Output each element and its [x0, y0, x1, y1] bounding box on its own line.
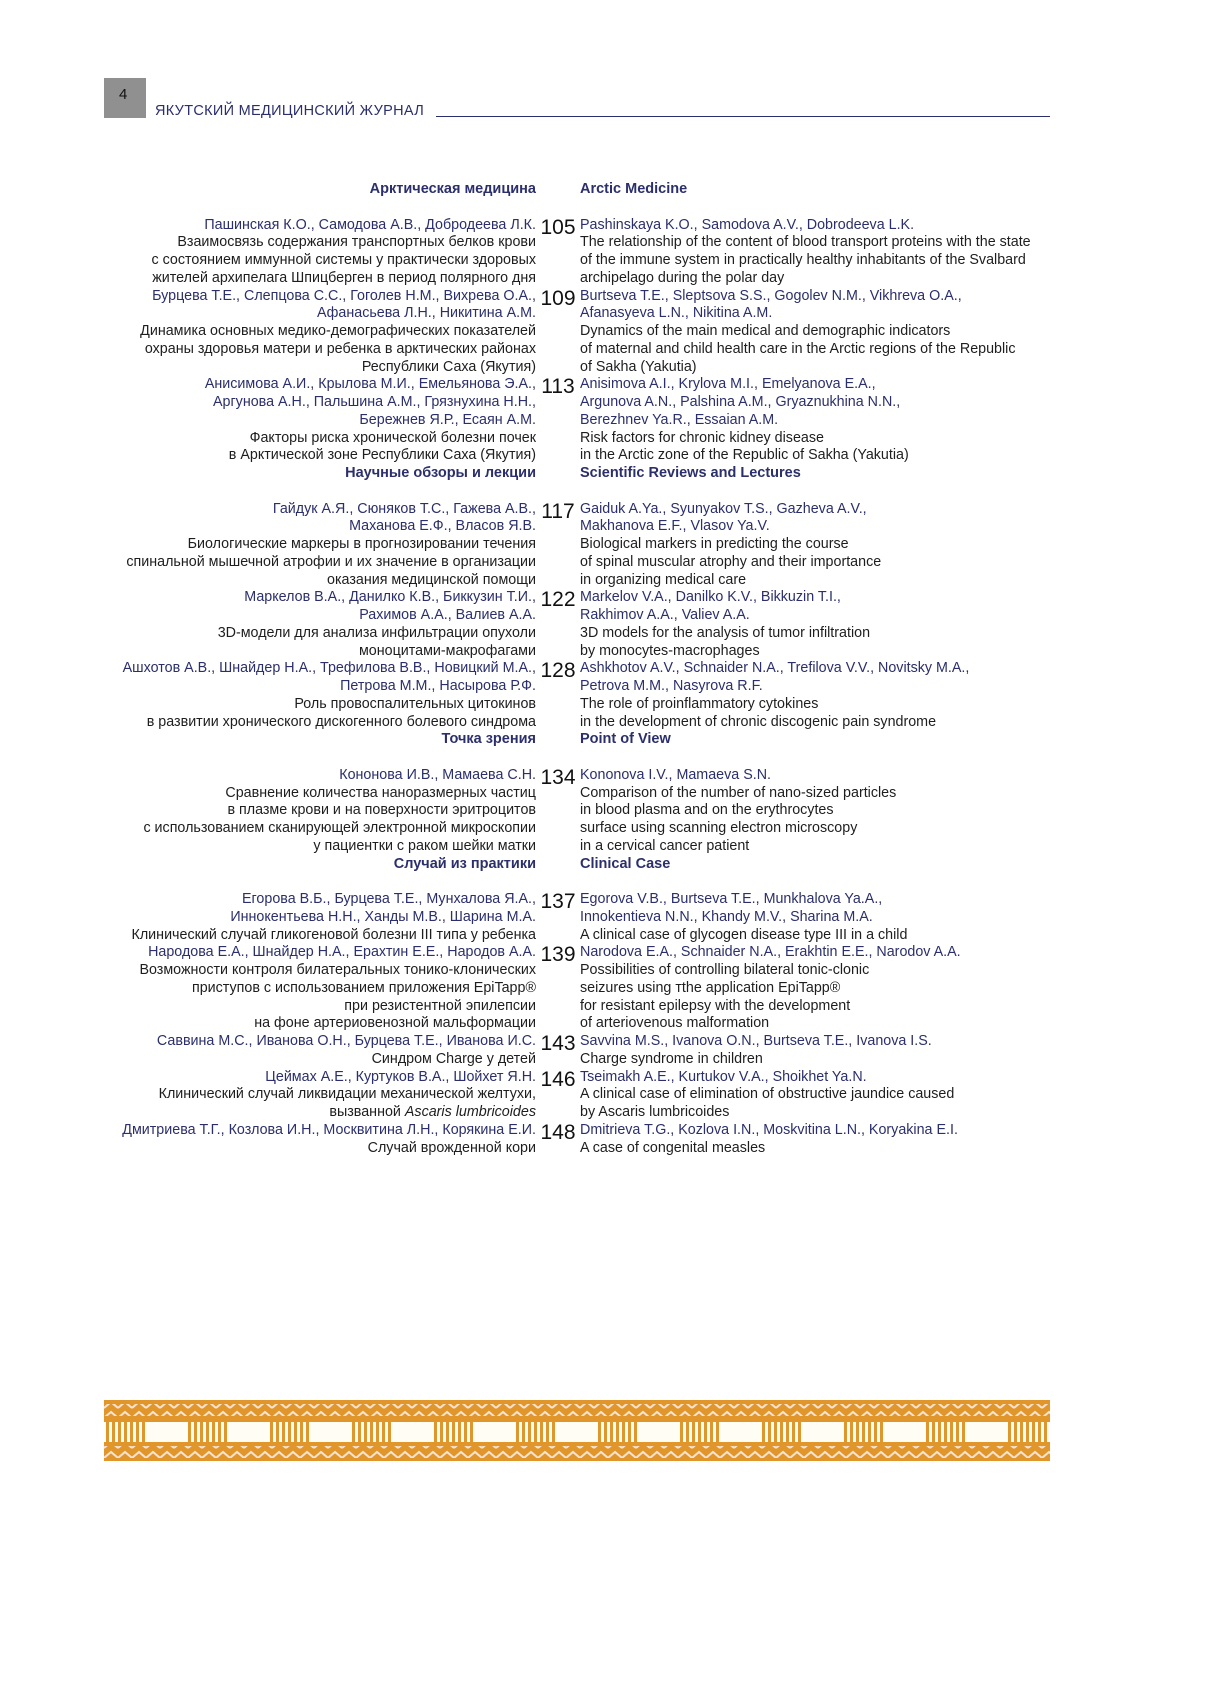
- title-ru-text: Динамика основных медико-демографических показателей: [140, 323, 536, 339]
- title-en: of Sakha (Yakutia): [580, 358, 697, 375]
- toc-entry-line: [0, 394, 1208, 412]
- authors-en: Makhanova E.F., Vlasov Ya.V.: [580, 518, 770, 535]
- toc-entry-line: [0, 234, 1208, 252]
- toc-entry-line: [0, 838, 1208, 856]
- toc-entry-line: [0, 359, 1208, 377]
- section-title-ru: Случай из практики: [393, 855, 536, 872]
- title-ru-text: Случай врожденной кори: [367, 1139, 536, 1156]
- title-en: Charge syndrome in children: [580, 1050, 763, 1067]
- title-ru-text: в Арктической зоне Республики Саха (Якутия): [228, 447, 536, 464]
- title-ru-text: Роль провоспалительных цитокинов: [294, 695, 536, 712]
- title-ru: [0, 234, 536, 252]
- header-rule: [436, 116, 1050, 117]
- authors-ru: [0, 288, 536, 306]
- toc-entry-line: [0, 890, 1208, 913]
- page-ref: [536, 698, 580, 716]
- page-ref: [536, 804, 580, 822]
- authors-ru: [0, 891, 536, 909]
- toc-entry-line: [0, 765, 1208, 789]
- authors-en: Tseimakh A.E., Kurtukov V.A., Shoikhet Ya.N.: [580, 1068, 867, 1085]
- title-ru-text: Клинический случай ликвидации механической желтухи,: [158, 1086, 536, 1103]
- authors-ru-text: Аргунова А.Н., Пальшина А.М., Грязнухина Н.Н.,: [212, 394, 536, 410]
- authors-ru-text: Ашхотов А.В., Шнайдер Н.А., Трефилова В.В., Новицкий М.А.,: [122, 660, 536, 677]
- title-ru-text: Взаимосвязь содержания транспортных белков крови: [177, 234, 536, 251]
- authors-ru-text: Бурцева Т.Е., Слепцова С.С., Гоголев Н.М., Вихрева О.А.,: [152, 287, 536, 304]
- title-ru: [0, 252, 536, 270]
- title-en: in the development of chronic discogenic pain syndrome: [580, 713, 937, 730]
- toc-entry-line: [0, 323, 1208, 341]
- toc-entry-line: [0, 785, 1208, 803]
- toc-entry-line: [0, 270, 1208, 288]
- authors-en: Markelov V.A., Danilko K.V., Bikkuzin T.I.,: [580, 589, 841, 606]
- toc-entry-line: [0, 1032, 1208, 1055]
- title-ru-text: приступов с использованием приложения EpiTapp®: [191, 979, 536, 996]
- authors-en: Kononova I.V., Mamaeva S.N.: [580, 766, 771, 783]
- page-ref: [536, 822, 580, 840]
- page-ref: 113: [541, 375, 575, 399]
- table-of-contents: [0, 181, 1208, 1157]
- page-ref: [536, 414, 580, 432]
- page-number: 4: [119, 86, 128, 103]
- title-ru: [0, 696, 536, 714]
- page-ref: [536, 254, 580, 272]
- authors-ru-text: Кононова И.В., Мамаева С.Н.: [339, 766, 536, 783]
- toc-entry-line: [0, 341, 1208, 359]
- page-ref: [536, 911, 580, 929]
- toc-entry-line: [0, 625, 1208, 643]
- title-ru: [0, 998, 536, 1016]
- title-ru-text: жителей архипелага Шпицберген в период полярного дня: [152, 269, 536, 286]
- authors-ru-text: Рахимов А.А., Валиев А.А.: [359, 607, 536, 623]
- page-ref: [536, 840, 580, 858]
- page-ref: [536, 1142, 580, 1160]
- page-ref: 117: [541, 499, 575, 523]
- authors-en: Narodova E.A., Schnaider N.A., Erakhtin E.E., Narodov A.A.: [580, 944, 961, 961]
- title-en: Dynamics of the main medical and demographic indicators: [580, 323, 951, 339]
- title-en: A clinical case of glycogen disease type III in a child: [580, 926, 908, 943]
- page-ref: 122: [540, 588, 576, 612]
- title-en: 3D models for the analysis of tumor infiltration: [580, 624, 871, 641]
- authors-ru: [0, 944, 536, 962]
- page-ref: [536, 716, 580, 734]
- page-ref: [536, 964, 580, 982]
- title-ru: [0, 341, 536, 359]
- section-title-en: Scientific Reviews and Lectures: [580, 465, 801, 481]
- authors-en: Dmitrieva T.G., Kozlova I.N., Moskvitina L.N., Koryakina E.I.: [580, 1121, 958, 1138]
- title-ru: [0, 430, 536, 448]
- toc-entry-line: [0, 572, 1208, 590]
- authors-ru: [0, 767, 536, 785]
- authors-ru-text: Егорова В.Б., Бурцева Т.Е., Мунхалова Я.А.,: [241, 891, 536, 907]
- authors-en: Afanasyeva L.N., Nikitina A.M.: [580, 305, 773, 322]
- toc-entry-line: [0, 802, 1208, 820]
- page-ref: 139: [540, 943, 576, 967]
- title-ru-text: Сравнение количества наноразмерных частиц: [225, 784, 536, 801]
- authors-en: Petrova M.M., Nasyrova R.F.: [580, 678, 763, 694]
- toc-entry-line: [0, 820, 1208, 838]
- title-en: Biological markers in predicting the course: [580, 536, 849, 552]
- authors-ru: [0, 1033, 536, 1051]
- title-ru: [0, 714, 536, 732]
- title-ru: [0, 447, 536, 465]
- toc-entry-line: [0, 499, 1208, 523]
- title-ru: [0, 785, 536, 803]
- title-ru-text: в развитии хронического дискогенного болевого синдрома: [146, 713, 536, 730]
- title-ru: [0, 1140, 536, 1158]
- title-ru-text: на фоне артериовенозной мальформации: [254, 1015, 536, 1032]
- authors-ru: [0, 376, 536, 394]
- page-number-box: [104, 78, 146, 118]
- section-title-ru: Точка зрения: [441, 731, 536, 748]
- title-ru: [0, 1104, 536, 1122]
- spacer: [536, 467, 580, 503]
- spacer: [536, 183, 580, 219]
- title-en: by Ascaris lumbricoides: [580, 1104, 730, 1120]
- page-ref: [536, 982, 580, 1000]
- title-ru: [0, 1051, 536, 1069]
- authors-ru: [0, 678, 536, 696]
- authors-en: Savvina M.S., Ivanova O.N., Burtseva T.E., Ivanova I.S.: [580, 1033, 932, 1049]
- toc-entry-line: [0, 678, 1208, 696]
- title-ru: [0, 554, 536, 572]
- toc-entry-line: [0, 643, 1208, 661]
- authors-ru: [0, 501, 536, 519]
- toc-entry-line: [0, 607, 1208, 625]
- page-ref: 143: [540, 1032, 576, 1055]
- authors-en: Ashkhotov A.V., Schnaider N.A., Trefilova V.V., Novitsky M.A.,: [580, 660, 970, 677]
- title-en: of the immune system in practically healthy inhabitants of the Svalbard: [580, 252, 1026, 268]
- page-ref: [536, 325, 580, 343]
- toc-entry-line: [0, 1086, 1208, 1104]
- title-ru: [0, 838, 536, 856]
- page-ref: [536, 343, 580, 361]
- page-ref: [536, 787, 580, 805]
- authors-ru: [0, 1122, 536, 1140]
- toc-entry-line: [0, 430, 1208, 448]
- title-ru-text: спинальной мышечной атрофии и их значение в организации: [126, 553, 536, 570]
- page-ref: 128: [540, 659, 576, 683]
- authors-ru-text: Гайдук А.Я., Сюняков Т.С., Гажева А.В.,: [272, 500, 536, 517]
- toc-entry-line: [0, 659, 1208, 683]
- toc-entry-line: [0, 1140, 1208, 1158]
- authors-ru-text: Афанасьева Л.Н., Никитина А.М.: [316, 305, 536, 322]
- title-ru: [0, 536, 536, 554]
- page-ref: [536, 396, 580, 414]
- title-ru-text: у пациентки с раком шейки матки: [313, 837, 536, 854]
- title-en: archipelago during the polar day: [580, 269, 785, 286]
- title-ru: [0, 962, 536, 980]
- section-heading: [0, 731, 1208, 767]
- authors-ru: [0, 607, 536, 625]
- authors-ru: [0, 394, 536, 412]
- spacer: [536, 733, 580, 769]
- title-ru-text: при резистентной эпилепсии: [344, 997, 536, 1014]
- authors-ru: [0, 217, 536, 235]
- authors-ru-text: Маханова Е.Ф., Власов Я.В.: [349, 518, 536, 535]
- authors-ru: [0, 660, 536, 678]
- authors-ru-text: Пашинская К.О., Самодова А.В., Добродеева Л.К.: [204, 216, 536, 233]
- title-ru-text: 3D-модели для анализа инфильтрации опухоли: [217, 624, 536, 641]
- title-en: in blood plasma and on the erythrocytes: [580, 802, 834, 819]
- page-ref: 146: [540, 1067, 576, 1091]
- title-ru-text: с состоянием иммунной системы у практически здоровых: [151, 252, 536, 268]
- section-title-ru: Арктическая медицина: [369, 181, 536, 197]
- title-ru: [0, 927, 536, 945]
- authors-ru-text: Цеймах А.Е., Куртуков В.А., Шойхет Я.Н.: [265, 1068, 536, 1085]
- title-ru: [0, 270, 536, 288]
- section-heading: [0, 856, 1208, 892]
- authors-ru: [0, 909, 536, 927]
- title-en: seizures using тthe application EpiTapp®: [580, 979, 841, 996]
- toc-entry-line: [0, 252, 1208, 270]
- toc-entry-line: [0, 1015, 1208, 1033]
- page-ref: [536, 1000, 580, 1018]
- toc-entry-line: [0, 375, 1208, 399]
- section-title-en: Clinical Case: [580, 855, 671, 872]
- title-ru-text: моноцитами-макрофагами: [358, 642, 536, 659]
- toc-entry-line: [0, 927, 1208, 945]
- toc-entry-line: [0, 909, 1208, 927]
- authors-ru-text: Саввина М.С., Иванова О.Н., Бурцева Т.Е., Иванова И.С.: [156, 1033, 536, 1049]
- title-en: A case of congenital measles: [580, 1139, 766, 1156]
- title-en: surface using scanning electron microscopy: [580, 820, 858, 836]
- section-title-ru: Научные обзоры и лекции: [345, 465, 536, 481]
- title-ru-text: вызванной: [329, 1104, 405, 1120]
- title-en: Risk factors for chronic kidney disease: [580, 429, 824, 446]
- page-ref: 109: [540, 286, 576, 310]
- page-ref: [536, 1088, 580, 1106]
- authors-en: Berezhnev Ya.R., Essaian A.M.: [580, 411, 779, 428]
- page-ref: [536, 680, 580, 698]
- authors-ru: [0, 305, 536, 323]
- authors-ru-text: Дмитриева Т.Г., Козлова И.Н., Москвитина Л.Н., Корякина Е.И.: [122, 1121, 536, 1138]
- toc-entry-line: [0, 588, 1208, 612]
- authors-ru: [0, 1069, 536, 1087]
- page-ref: 105: [540, 215, 576, 239]
- toc-entry-line: [0, 998, 1208, 1016]
- toc-entry-line: [0, 696, 1208, 714]
- authors-ru-text: Маркелов В.А., Данилко К.В., Биккузин Т.И.,: [244, 589, 536, 606]
- page-ref: [536, 307, 580, 325]
- authors-ru-text: Бережнев Я.Р., Есаян А.М.: [359, 411, 536, 428]
- toc-entry-line: [0, 447, 1208, 465]
- page-ref: 134: [540, 765, 576, 789]
- toc-entry-line: [0, 286, 1208, 310]
- authors-en: Anisimova A.I., Krylova M.I., Emelyanova E.A.,: [580, 376, 876, 393]
- title-en: in a cervical cancer patient: [580, 837, 750, 854]
- ornament-border: [104, 1400, 1050, 1461]
- title-en: of spinal muscular atrophy and their importance: [580, 553, 882, 570]
- title-ru-text: Биологические маркеры в прогнозировании течения: [187, 536, 536, 552]
- title-ru: [0, 643, 536, 661]
- title-ru: [0, 572, 536, 590]
- toc-entry-line: [0, 980, 1208, 998]
- page-ref: [536, 449, 580, 467]
- title-ru: [0, 820, 536, 838]
- page-ref: [536, 627, 580, 645]
- toc-entry-line: [0, 1104, 1208, 1122]
- authors-en: Egorova V.B., Burtseva T.E., Munkhalova Ya.A.,: [580, 891, 883, 907]
- toc-entry-line: [0, 714, 1208, 732]
- authors-en: Innokentieva N.N., Khandy M.V., Sharina M.A.: [580, 908, 873, 925]
- authors-ru-text: Народова Е.А., Шнайдер Н.А., Ерахтин Е.Е., Народов А.А.: [148, 944, 536, 961]
- title-en: of arteriovenous malformation: [580, 1015, 770, 1032]
- title-ru: [0, 1086, 536, 1104]
- spacer: [536, 858, 580, 894]
- authors-ru-text: Анисимова А.И., Крылова М.И., Емельянова Э.А.,: [204, 376, 536, 393]
- title-en: for resistant epilepsy with the development: [580, 997, 851, 1014]
- title-ru: [0, 1015, 536, 1033]
- journal-title: ЯКУТСКИЙ МЕДИЦИНСКИЙ ЖУРНАЛ: [155, 103, 425, 119]
- authors-en: Rakhimov A.A., Valiev A.A.: [580, 607, 750, 623]
- title-ru-text: охраны здоровья матери и ребенка в арктических районах: [144, 340, 536, 357]
- section-heading: [0, 465, 1208, 501]
- authors-ru: [0, 518, 536, 536]
- title-ru-text: в плазме крови и на поверхности эритроцитов: [227, 802, 536, 819]
- authors-ru-text: Петрова М.М., Насырова Р.Ф.: [340, 678, 536, 694]
- page-ref: 137: [540, 890, 576, 913]
- toc-entry-line: [0, 305, 1208, 323]
- section-title-en: Point of View: [580, 731, 671, 748]
- title-ru-italic: Ascaris lumbricoides: [404, 1104, 536, 1120]
- title-ru-text: Синдром Charge у детей: [371, 1050, 536, 1067]
- title-ru-text: с использованием сканирующей электронной микроскопии: [143, 820, 536, 836]
- title-ru: [0, 359, 536, 377]
- section-title-en: Arctic Medicine: [580, 181, 688, 197]
- toc-entry-line: [0, 1120, 1208, 1144]
- toc-entry-line: [0, 215, 1208, 239]
- toc-entry-line: [0, 1067, 1208, 1091]
- title-ru: [0, 802, 536, 820]
- page-ref: [536, 236, 580, 254]
- page-ref: [536, 609, 580, 627]
- title-en: Possibilities of controlling bilateral tonic-clonic: [580, 962, 870, 978]
- title-ru: [0, 980, 536, 998]
- title-ru: [0, 323, 536, 341]
- authors-en: Burtseva T.E., Sleptsova S.S., Gogolev N.M., Vikhreva O.A.,: [580, 287, 962, 304]
- title-ru-text: оказания медицинской помощи: [327, 571, 536, 588]
- title-en: of maternal and child health care in the Arctic regions of the Republic: [580, 340, 1016, 357]
- title-en: The relationship of the content of blood transport proteins with the state: [580, 234, 1031, 251]
- authors-ru: [0, 412, 536, 430]
- page-ref: [536, 538, 580, 556]
- section-heading: [0, 181, 1208, 217]
- page-ref: [536, 556, 580, 574]
- authors-en: Pashinskaya K.O., Samodova A.V., Dobrodeeva L.K.: [580, 216, 915, 233]
- title-en: by monocytes-macrophages: [580, 642, 760, 659]
- title-ru-text: Возможности контроля билатеральных тонико-клонических: [139, 962, 536, 978]
- title-ru-text: Республики Саха (Якутия): [361, 358, 536, 375]
- title-en: in organizing medical care: [580, 571, 747, 588]
- toc-entry-line: [0, 962, 1208, 980]
- authors-ru-text: Иннокентьева Н.Н., Ханды М.В., Шарина М.А.: [230, 908, 536, 925]
- title-en: in the Arctic zone of the Republic of Sakha (Yakutia): [580, 447, 909, 464]
- title-en: Comparison of the number of nano-sized particles: [580, 784, 897, 801]
- authors-en: Argunova A.N., Palshina A.M., Gryaznukhina N.N.,: [580, 394, 901, 410]
- title-ru: [0, 625, 536, 643]
- title-ru-text: Клинический случай гликогеновой болезни III типа у ребенка: [131, 926, 536, 943]
- toc-entry-line: [0, 943, 1208, 967]
- authors-ru: [0, 589, 536, 607]
- title-en: The role of proinflammatory cytokines: [580, 695, 819, 712]
- page-ref: [536, 432, 580, 450]
- page-ref: [536, 520, 580, 538]
- toc-entry-line: [0, 554, 1208, 572]
- title-ru-text: Факторы риска хронической болезни почек: [249, 429, 536, 446]
- toc-entry-line: [0, 412, 1208, 430]
- page-ref: 148: [540, 1120, 576, 1144]
- toc-entry-line: [0, 536, 1208, 554]
- authors-en: Gaiduk A.Ya., Syunyakov T.S., Gazheva A.V.,: [580, 500, 867, 517]
- toc-entry-line: [0, 518, 1208, 536]
- toc-entry-line: [0, 1051, 1208, 1069]
- title-en: A clinical case of elimination of obstructive jaundice caused: [580, 1086, 955, 1103]
